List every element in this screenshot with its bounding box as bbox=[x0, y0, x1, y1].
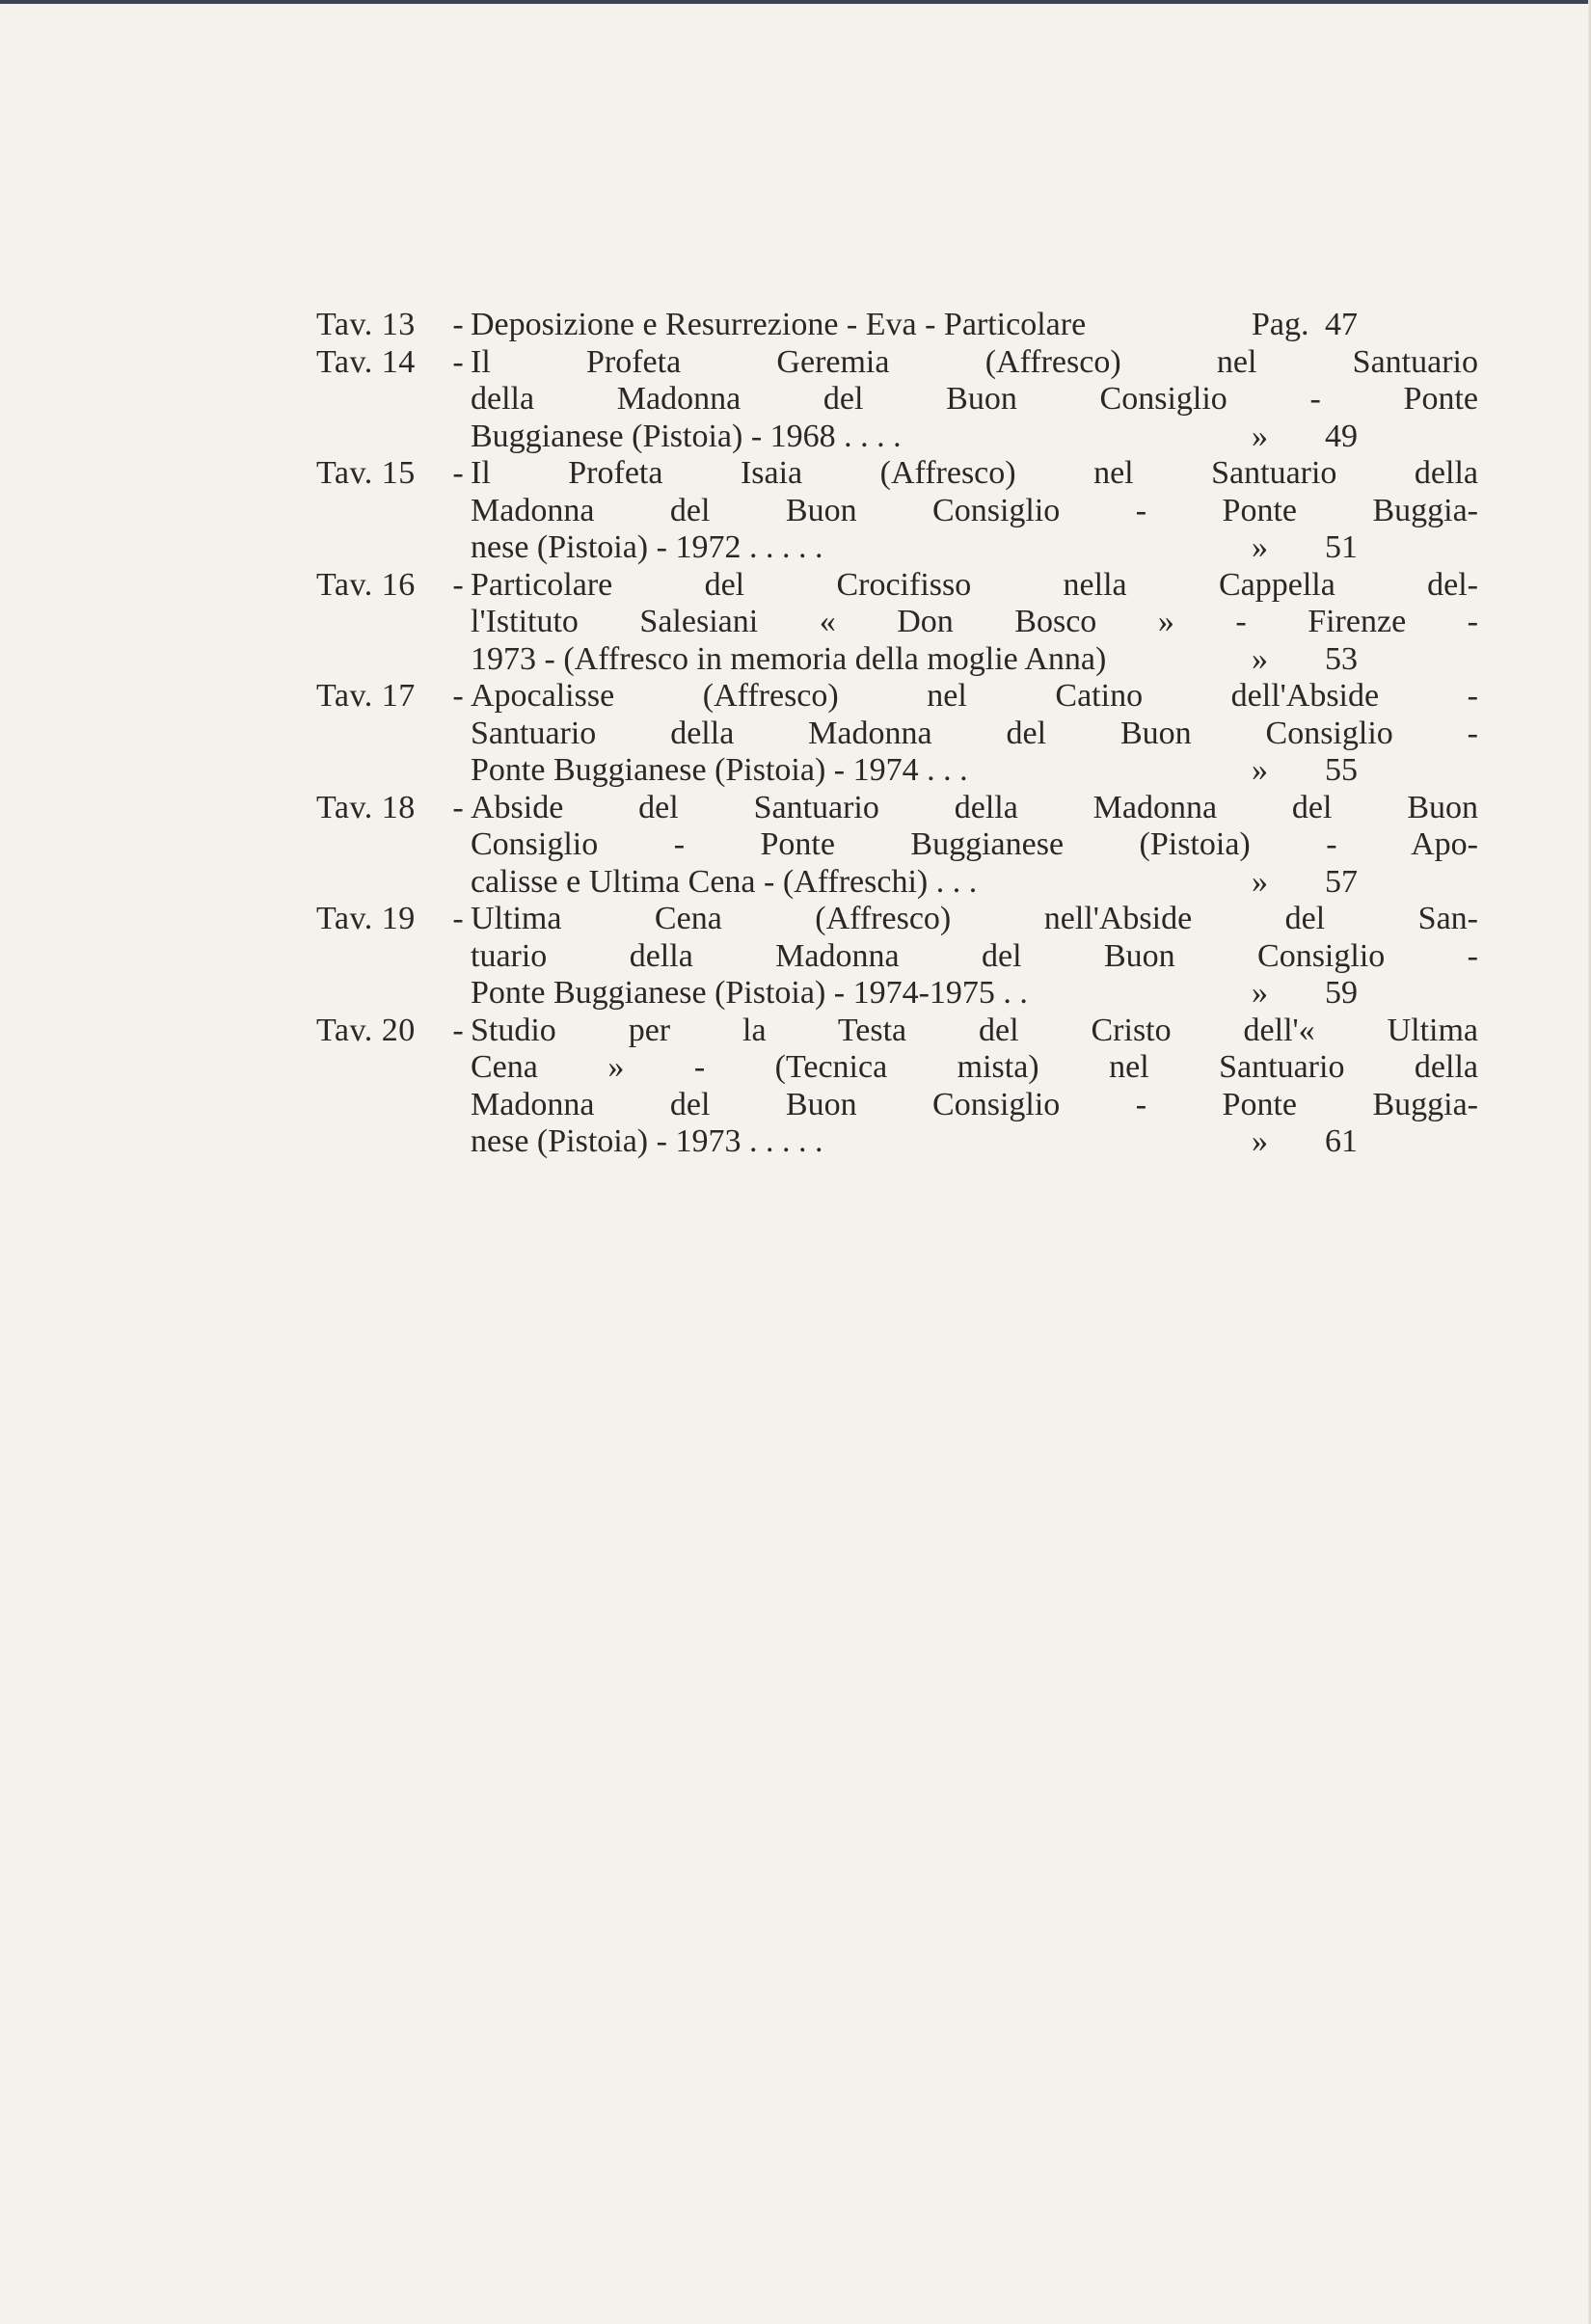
entry-line bbox=[316, 343, 1478, 382]
plate-entry bbox=[316, 307, 1358, 344]
entry-line bbox=[316, 604, 1478, 641]
page-number: 51 bbox=[1325, 529, 1358, 565]
plate-description-line: Deposizione e Resurrezione - Eva - Particolare bbox=[471, 307, 1087, 342]
plate-description-line: Santuario della Madonna del Buon Consiglio - bbox=[471, 715, 1478, 751]
page-reference bbox=[1252, 975, 1358, 1013]
plate-number: Tav. 15 bbox=[316, 455, 416, 491]
page-ref-symbol: » bbox=[1252, 975, 1268, 1011]
plate-number: Tav. 18 bbox=[316, 789, 416, 825]
plate-description-line: tuario della Madonna del Buon Consiglio - bbox=[471, 937, 1478, 974]
plate-number: Tav. 20 bbox=[316, 1012, 416, 1048]
separator-dash: - bbox=[452, 343, 464, 380]
entry-line bbox=[316, 1049, 1478, 1087]
entry-line bbox=[316, 1012, 1478, 1050]
plate-description-line: della Madonna del Buon Consiglio - Ponte bbox=[471, 381, 1478, 417]
page-number: 49 bbox=[1325, 418, 1358, 454]
page-reference bbox=[1252, 1123, 1358, 1161]
page-ref-symbol: » bbox=[1252, 640, 1268, 677]
plate-description-line: Consiglio - Ponte Buggianese (Pistoia) - Apo- bbox=[471, 826, 1478, 862]
entry-line bbox=[316, 789, 1478, 827]
separator-dash: - bbox=[452, 455, 464, 491]
plate-number: Tav. 14 bbox=[316, 343, 416, 380]
page-reference bbox=[1252, 529, 1358, 567]
page-top-edge bbox=[0, 0, 1591, 4]
plate-entry bbox=[316, 678, 1478, 790]
page-reference bbox=[1252, 419, 1358, 456]
plate-description-line: calisse e Ultima Cena - (Affreschi) . . . bbox=[471, 863, 978, 900]
plate-entry bbox=[316, 455, 1478, 567]
entry-line bbox=[316, 752, 1358, 790]
page-ref-symbol: Pag. bbox=[1252, 307, 1309, 342]
page-ref-symbol: » bbox=[1252, 863, 1268, 900]
entry-line bbox=[316, 419, 1358, 456]
entry-line bbox=[316, 937, 1478, 976]
plate-entry bbox=[316, 566, 1478, 679]
page-number: 59 bbox=[1325, 975, 1358, 1011]
entry-line bbox=[316, 678, 1478, 716]
plate-description-line: Ultima Cena (Affresco) nell'Abside del San- bbox=[471, 901, 1478, 936]
page-number: 53 bbox=[1325, 640, 1358, 677]
plate-description-line: Il Profeta Isaia (Affresco) nel Santuario della bbox=[471, 455, 1478, 491]
page-number: 61 bbox=[1325, 1123, 1358, 1159]
plate-description-line: nese (Pistoia) - 1972 . . . . . bbox=[471, 529, 823, 565]
entry-line bbox=[316, 492, 1478, 530]
separator-dash: - bbox=[452, 678, 464, 714]
plate-entry bbox=[316, 901, 1478, 1013]
page-number: 47 bbox=[1325, 307, 1358, 342]
entry-line bbox=[316, 641, 1358, 679]
plate-description-line: Madonna del Buon Consiglio - Ponte Buggia- bbox=[471, 1086, 1478, 1122]
entry-line bbox=[316, 381, 1478, 419]
table-of-plates bbox=[316, 307, 1478, 1161]
plate-description-line: 1973 - (Affresco in memoria della moglie Anna) bbox=[471, 640, 1107, 677]
separator-dash: - bbox=[452, 789, 464, 825]
entry-line bbox=[316, 455, 1478, 493]
plate-entry bbox=[316, 343, 1478, 456]
plate-description-line: Cena » - (Tecnica mista) nel Santuario della bbox=[471, 1049, 1478, 1085]
plate-number: Tav. 19 bbox=[316, 901, 416, 936]
entry-line bbox=[316, 1123, 1358, 1161]
entry-line bbox=[316, 529, 1358, 567]
entry-line bbox=[316, 307, 1358, 344]
entry-line bbox=[316, 975, 1358, 1013]
entry-line bbox=[316, 566, 1478, 605]
plate-entry bbox=[316, 1012, 1478, 1161]
separator-dash: - bbox=[452, 901, 464, 936]
plate-description-line: Buggianese (Pistoia) - 1968 . . . . bbox=[471, 418, 902, 454]
page-reference bbox=[1252, 641, 1358, 679]
plate-entry bbox=[316, 789, 1478, 902]
plate-description-line: Ponte Buggianese (Pistoia) - 1974 . . . bbox=[471, 752, 968, 788]
plate-description-line: Apocalisse (Affresco) nel Catino dell'Abside - bbox=[471, 678, 1478, 714]
entry-line bbox=[316, 1086, 1478, 1124]
page-reference bbox=[1252, 307, 1358, 344]
page-number: 57 bbox=[1325, 863, 1358, 900]
plate-number: Tav. 13 bbox=[316, 307, 416, 342]
entry-line bbox=[316, 826, 1478, 864]
plate-description-line: l'Istituto Salesiani « Don Bosco » - Firenze - bbox=[471, 604, 1478, 639]
plate-description-line: Il Profeta Geremia (Affresco) nel Santuario bbox=[471, 343, 1478, 380]
page-reference bbox=[1252, 864, 1358, 902]
plate-number: Tav. 17 bbox=[316, 678, 416, 714]
separator-dash: - bbox=[452, 307, 464, 342]
plate-number: Tav. 16 bbox=[316, 566, 416, 603]
entry-line bbox=[316, 715, 1478, 753]
page-ref-symbol: » bbox=[1252, 529, 1268, 565]
page-ref-symbol: » bbox=[1252, 1123, 1268, 1159]
page-reference bbox=[1252, 752, 1358, 790]
separator-dash: - bbox=[452, 1012, 464, 1048]
plate-description-line: Particolare del Crocifisso nella Cappella del- bbox=[471, 566, 1478, 603]
page-number: 55 bbox=[1325, 752, 1358, 788]
page-ref-symbol: » bbox=[1252, 418, 1268, 454]
page-ref-symbol: » bbox=[1252, 752, 1268, 788]
plate-description-line: Ponte Buggianese (Pistoia) - 1974-1975 . . bbox=[471, 975, 1028, 1011]
entry-line bbox=[316, 901, 1478, 938]
plate-description-line: Madonna del Buon Consiglio - Ponte Buggia- bbox=[471, 492, 1478, 528]
plate-description-line: nese (Pistoia) - 1973 . . . . . bbox=[471, 1123, 823, 1159]
plate-description-line: Studio per la Testa del Cristo dell'« Ultima bbox=[471, 1012, 1478, 1048]
plate-description-line: Abside del Santuario della Madonna del Buon bbox=[471, 789, 1478, 825]
entry-line bbox=[316, 864, 1358, 902]
separator-dash: - bbox=[452, 566, 464, 603]
